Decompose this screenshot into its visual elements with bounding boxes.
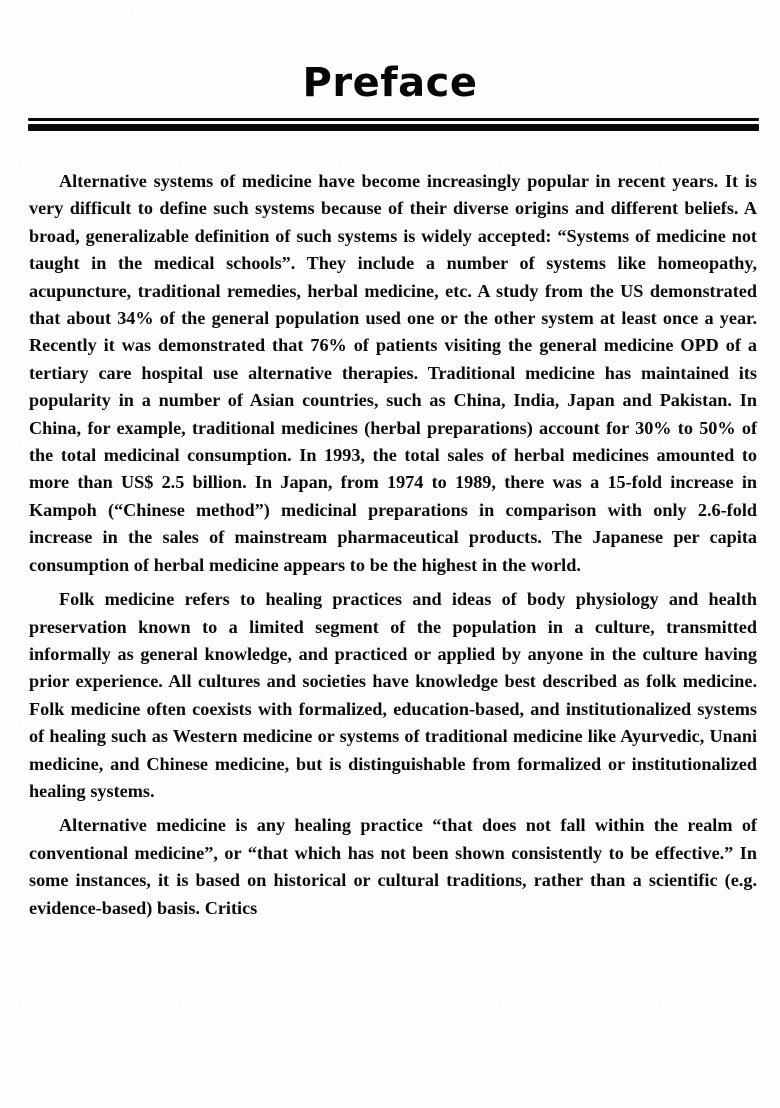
page-title-block [0,60,780,106]
paragraph: Alternative medicine is any healing practice “that does not fall within the realm of conventional medicine”, or “that which has not been shown consistently to be effective.” In some instances, it is based on historical or cultural traditions, rather than a scientific (e.g. evidence-based) basis. Critics [29,815,757,918]
paragraph: Folk medicine refers to healing practices and ideas of body physiology and health preservation known to a limited segment of the population in a culture, transmitted informally as general knowledge, and practiced or applied by anyone in the culture having prior experience. All cultures and societies have knowledge best described as folk medicine. Folk medicine often coexists with formalized, education-based, and institutionalized systems of healing such as Western medicine or systems of traditional medicine like Ayurvedic, Unani medicine, and Chinese medicine, but is distinguishable from formalized or institutionalized healing systems. [29,589,757,801]
paragraph: Alternative systems of medicine have become increasingly popular in recent years. It is very difficult to define such systems because of their diverse origins and different beliefs. A broad, generalizable definition of such systems is widely accepted: “Systems of medicine not taught in the medical schools”. They include a number of systems like homeopathy, acupuncture, traditional remedies, herbal medicine, etc. A study from the US demonstrated that about 34% of the general population used one or the other system at least once a year. Recently it was demonstrated that 76% of patients visiting the general medicine OPD of a tertiary care hospital use alternative therapies. Traditional medicine has maintained its popularity in a number of Asian countries, such as China, India, Japan and Pakistan. In China, for example, traditional medicines (herbal preparations) account for 30% to 50% of the total medicinal consumption. In 1993, the total sales of herbal medicines amounted to more than US$ 2.5 billion. In Japan, from 1974 to 1989, there was a 15-fold increase in Kampoh (“Chinese method”) medicinal preparations in comparison with only 2.6-fold increase in the sales of mainstream pharmaceutical products. The Japanese per capita consumption of herbal medicine appears to be the highest in the world. [29,171,757,575]
body-text-column [29,168,757,922]
title-divider [28,118,759,131]
page-title: Preface [302,60,478,106]
divider-rule-thick [28,124,759,131]
